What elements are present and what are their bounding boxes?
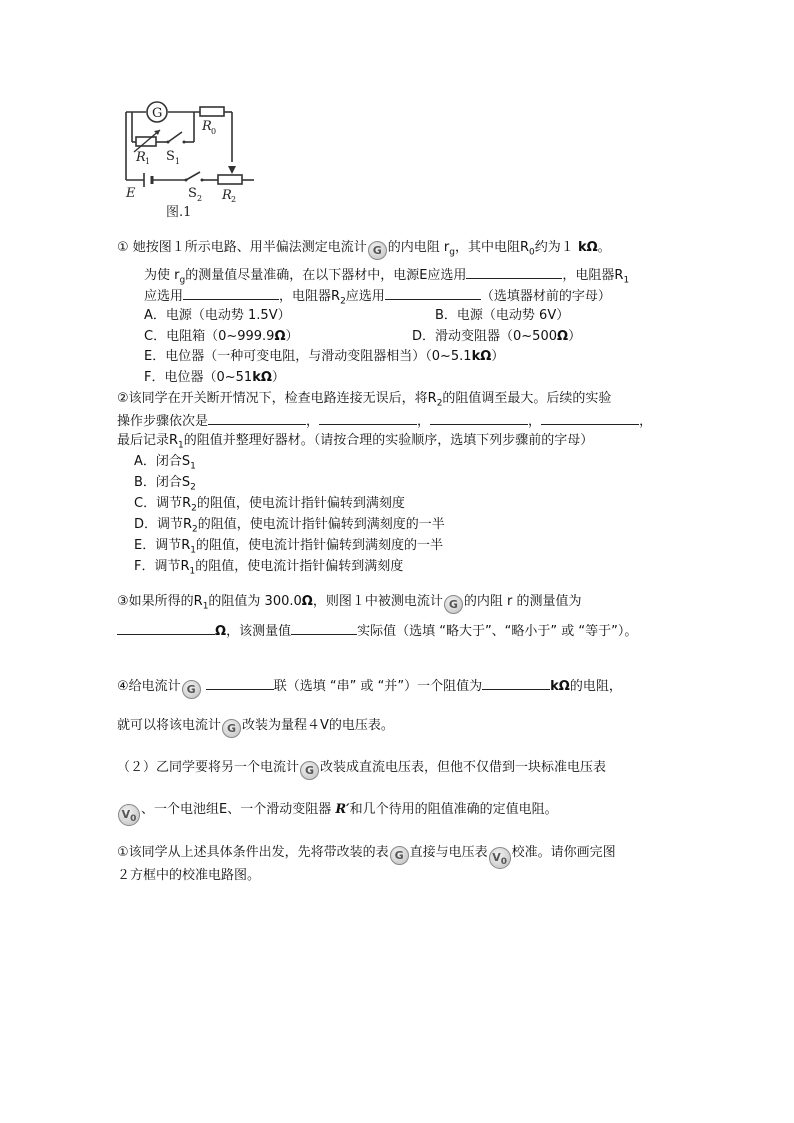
blank-step-2[interactable]: [319, 410, 417, 425]
galvanometer-icon: G: [444, 595, 463, 614]
galvanometer-icon: G: [222, 719, 241, 738]
r1-label: R: [136, 150, 146, 165]
q1-option-a: A．电源（电动势 1.5V）: [144, 308, 291, 323]
part2-line-4: ２方框中的校准电路图。: [117, 868, 261, 883]
galvanometer-icon: G: [182, 680, 201, 699]
q2-step-b: B．闭合$S_2$: [134, 475, 196, 493]
part2-line-2: $V_0$、一个电池组E、一个滑动变阻器 R′和几个待用的阻值准确的定值电阻。: [117, 800, 558, 826]
figure-caption: 图.1: [166, 205, 192, 220]
part2-line-1: （２）乙同学要将另一个电流计 G 改装成直流电压表，但他不仅借到一块标准电压表: [117, 758, 606, 780]
voltmeter-icon: $V_0$: [118, 804, 140, 826]
circuit-figure-1: [118, 98, 268, 220]
blank-comparison[interactable]: [291, 620, 357, 635]
q1-option-f: F．电位器（0~51kΩ）: [144, 370, 285, 385]
s2-label: S: [188, 186, 197, 201]
q1-option-c: C．电阻箱（0~999.9Ω）: [144, 329, 299, 344]
galvanometer-icon: G: [300, 761, 319, 780]
q4-line-2: 就可以将该电流计 G 改装为量程４V的电压表。: [117, 716, 394, 738]
s1-sub: 1: [175, 157, 181, 166]
part2-line-3: ①该同学从上述具体条件出发，先将带改装的表 G 直接与电压表 $V_0$校准。请你画完图: [117, 845, 616, 868]
blank-power-source[interactable]: [466, 264, 562, 279]
resistor-r2-symbol: [218, 175, 242, 184]
r2-label: R: [222, 188, 232, 203]
blank-resistor-r2[interactable]: [385, 285, 481, 300]
q1-option-d: D．滑动变阻器（0~500Ω）: [412, 329, 582, 344]
q2-step-c: C．调节$R_2$的阻值，使电流计指针偏转到满刻度: [134, 496, 405, 514]
s2-sub: 2: [197, 194, 203, 203]
q1-option-e: E．电位器（一种可变电阻，与滑动变阻器相当）（0~5.1kΩ）: [144, 349, 505, 364]
r1-sub: 1: [145, 157, 151, 166]
q2-step-d: D．调节$R_2$的阻值，使电流计指针偏转到满刻度的一半: [134, 517, 445, 535]
galvanometer-icon: G: [368, 241, 387, 260]
blank-connection-type[interactable]: [206, 675, 274, 690]
q2-line-2: 操作步骤依次是 ， ， ， ，: [117, 410, 652, 432]
q2-line-3: 最后记录$R_1$的阻值并整理好器材。（请按合理的实验顺序，选填下列步骤前的字母）: [117, 433, 594, 451]
g-label: G: [152, 106, 163, 121]
blank-measured-resistance[interactable]: [117, 620, 215, 635]
r0-label: R: [202, 119, 212, 134]
e-label: E: [126, 186, 136, 201]
q1-line-3: 应选用 ，电阻器$R_2$应选用 （选填器材前的字母）: [144, 285, 611, 312]
blank-step-4[interactable]: [541, 410, 639, 425]
blank-step-3[interactable]: [430, 410, 528, 425]
q2-step-a: A．闭合$S_1$: [134, 454, 196, 472]
blank-resistor-r1[interactable]: [183, 285, 279, 300]
s1-label: S: [166, 149, 175, 164]
voltmeter-icon: $V_0$: [489, 847, 511, 869]
q2-step-e: E．调节$R_1$的阻值，使电流计指针偏转到满刻度的一半: [134, 538, 443, 556]
q4-line-1: ④给电流计 G 联（选填 “串” 或 “并”）一个阻值为 kΩ的电阻，: [117, 675, 622, 699]
q3-line-1: ③如果所得的$R_1$的阻值为 300.0Ω，则图１中被测电流计 G 的内阻 r 的测量值为: [117, 592, 581, 617]
q1-line-1: ① 她按图１所示电路、用半偏法测定电流计 G 的内电阻 $r_g$，其中电阻$R_0$约为１ kΩ。: [117, 238, 611, 263]
blank-step-1[interactable]: [208, 410, 306, 425]
q3-line-2: Ω，该测量值 实际值（选填 “略大于”、“略小于” 或 “等于”）。: [117, 620, 637, 642]
r2-sub: 2: [231, 195, 237, 204]
r0-sub: 0: [211, 127, 217, 136]
resistor-r0-symbol: [200, 107, 224, 116]
galvanometer-icon: G: [390, 846, 409, 865]
q1-line-2: 为使 $r_g$的测量值尽量准确，在以下器材中，电源E应选用 ，电阻器$R_1$: [144, 264, 629, 291]
q2-step-f: F．调节$R_1$的阻值，使电流计指针偏转到满刻度: [134, 559, 404, 577]
blank-resistance-value[interactable]: [482, 675, 550, 690]
q2-line-1: ②该同学在开关断开情况下，检查电路连接无误后，将$R_2$的阻值调至最大。后续的实验: [117, 391, 612, 409]
q1-option-b: B．电源（电动势 6V）: [435, 308, 570, 323]
